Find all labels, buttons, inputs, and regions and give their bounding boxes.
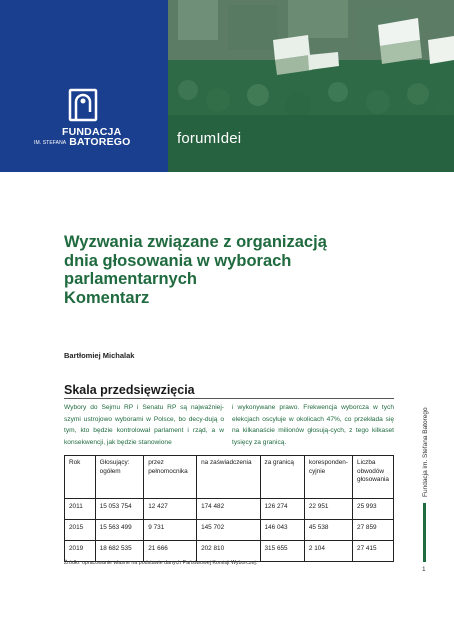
page-number: 1 bbox=[422, 566, 426, 573]
table-cell: 315 655 bbox=[260, 541, 304, 562]
table-cell: 202 810 bbox=[197, 541, 260, 562]
table-header-cell: Liczba obwodów głosowania bbox=[353, 456, 394, 499]
cover-header bbox=[0, 0, 454, 172]
table-cell: 27 859 bbox=[353, 520, 394, 541]
logo-line-2-main: BATOREGO bbox=[69, 136, 131, 148]
table-header-cell: na zaświadczenia bbox=[197, 456, 260, 499]
table-cell: 146 043 bbox=[260, 520, 304, 541]
title-line-2: dnia głosowania w wyborach bbox=[64, 251, 292, 270]
table-cell: 145 702 bbox=[197, 520, 260, 541]
table-cell: 174 482 bbox=[197, 499, 260, 520]
table-header-cell: Rok bbox=[65, 456, 96, 499]
table-cell: 22 951 bbox=[304, 499, 352, 520]
logo-line-2 bbox=[34, 137, 154, 148]
table-cell: 45 538 bbox=[304, 520, 352, 541]
section-heading: Skala przedsięwzięcia bbox=[64, 383, 195, 397]
table-cell: 126 274 bbox=[260, 499, 304, 520]
table-cell: 15 563 499 bbox=[95, 520, 144, 541]
table-row bbox=[65, 541, 394, 562]
section-divider bbox=[64, 398, 394, 399]
side-foundation-label: Fundacja im. Stefana Batorego bbox=[422, 407, 429, 497]
table-header-cell: przez pełnomocnika bbox=[144, 456, 197, 499]
title-line-3: parlamentarnych bbox=[64, 270, 197, 288]
table-cell: 2019 bbox=[65, 541, 96, 562]
logo-line-2-small: IM. STEFANA bbox=[34, 140, 67, 146]
logo-line-1: FUNDACJA bbox=[62, 126, 122, 138]
statistics-table bbox=[64, 455, 394, 562]
table-header-cell: za granicą bbox=[260, 456, 304, 499]
table-cell: 2 104 bbox=[304, 541, 352, 562]
table-header-cell: koresponden-cyjnie bbox=[304, 456, 352, 499]
title-line-1: Wyzwania związane z organizacją bbox=[64, 233, 327, 251]
title-line-4: Komentarz bbox=[64, 288, 150, 307]
table-row bbox=[65, 499, 394, 520]
author-name: Bartłomiej Michalak bbox=[64, 351, 135, 360]
paragraph-left: Wybory do Sejmu RP i Senatu RP są najważniej-szymi ustrojowo wyborami w Polsce, bo decy-dują o tym, kto będzie kontrolował parlament i rząd, a w konsekwencji, jak będzie stanowione bbox=[64, 404, 224, 446]
table-cell: 2015 bbox=[65, 520, 96, 541]
table-cell: 2011 bbox=[65, 499, 96, 520]
series-label: forumIdei bbox=[177, 130, 242, 147]
brand-panel bbox=[0, 0, 168, 172]
table-cell: 9 731 bbox=[144, 520, 197, 541]
table-header-cell: Głosujący: ogółem bbox=[95, 456, 144, 499]
table-cell: 21 666 bbox=[144, 541, 197, 562]
table-cell: 18 682 535 bbox=[95, 541, 144, 562]
table-cell: 27 415 bbox=[353, 541, 394, 562]
table-cell: 25 993 bbox=[353, 499, 394, 520]
table-row bbox=[65, 520, 394, 541]
foundation-logo-text bbox=[34, 127, 154, 148]
document-title bbox=[64, 233, 364, 307]
table-cell: 15 053 754 bbox=[95, 499, 144, 520]
table-source-note: Źródło: opracowanie własne na podstawie danych Państwowej Komisji Wyborczej. bbox=[64, 560, 258, 566]
table-cell: 12 427 bbox=[144, 499, 197, 520]
side-accent-bar bbox=[423, 503, 426, 562]
paragraph-right: i wykonywane prawo. Frekwencja wyborcza w tych elekcjach oscyluje w okolicach 47%, co przekłada się na kilkanaście milionów głosują-cych, z tego kilkaset tysięcy za granicą. bbox=[232, 404, 394, 446]
foundation-logo-icon bbox=[60, 82, 106, 128]
table-header-row bbox=[65, 456, 394, 499]
